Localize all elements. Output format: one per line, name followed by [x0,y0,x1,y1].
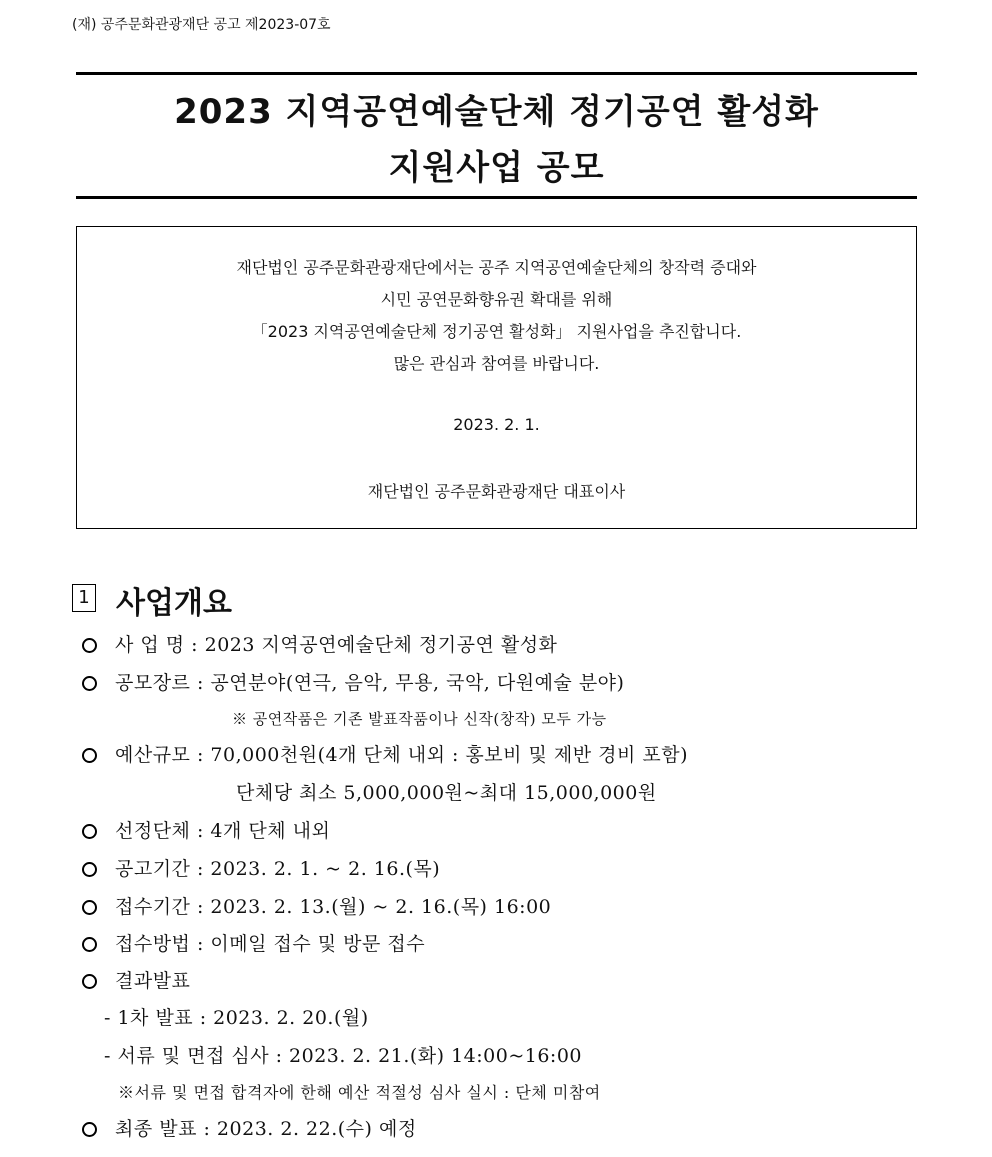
circle-bullet-icon [82,824,97,839]
intro-line: 많은 관심과 참여를 바랍니다. [393,354,600,373]
circle-bullet-icon [82,974,97,989]
intro-box [76,226,917,529]
genre-note: ※ 공연작품은 기존 발표작품이나 신작(창작) 모두 가능 [232,710,607,728]
list-item: 선정단체 : 4개 단체 내외 [82,816,330,843]
page-title-line1: 2023 지역공연예술단체 정기공연 활성화 [174,92,819,132]
announcement-date: 2023. 2. 1. [453,415,540,434]
circle-bullet-icon [82,1122,97,1137]
section-title: 사업개요 [116,586,232,621]
interview-note: ※서류 및 면접 합격자에 한해 예산 적절성 심사 실시 : 단체 미참여 [118,1083,601,1102]
budget-detail: 단체당 최소 5,000,000원~최대 15,000,000원 [236,782,657,804]
intro-line: 「2023 지역공연예술단체 정기공연 활성화」 지원사업을 추진합니다. [251,322,742,341]
first-announcement: - 1차 발표 : 2023. 2. 20.(월) [104,1007,369,1029]
list-item: 결과발표 [82,966,190,993]
circle-bullet-icon [82,748,97,763]
intro-line: 시민 공연문화향유권 확대를 위해 [380,290,613,309]
list-item: 최종 발표 : 2023. 2. 22.(수) 예정 [82,1114,417,1141]
circle-bullet-icon [82,862,97,877]
signature: 재단법인 공주문화관광재단 대표이사 [367,482,626,501]
title-top-rule [76,72,917,75]
list-item: 공고기간 : 2023. 2. 1. ~ 2. 16.(목) [82,854,440,881]
circle-bullet-icon [82,900,97,915]
circle-bullet-icon [82,676,97,691]
list-item: 예산규모 : 70,000천원(4개 단체 내외 : 홍보비 및 제반 경비 포함) [82,740,688,767]
circle-bullet-icon [82,937,97,952]
intro-line: 재단법인 공주문화관광재단에서는 공주 지역공연예술단체의 창작력 증대와 [236,258,757,277]
title-bottom-rule [76,196,917,199]
interview: - 서류 및 면접 심사 : 2023. 2. 21.(화) 14:00~16:00 [104,1045,583,1067]
list-item: 접수기간 : 2023. 2. 13.(월) ~ 2. 16.(목) 16:00 [82,892,551,919]
section-number-box: 1 [72,584,96,612]
list-item: 공모장르 : 공연분야(연극, 음악, 무용, 국악, 다원예술 분야) [82,668,624,695]
list-item: 사 업 명 : 2023 지역공연예술단체 정기공연 활성화 [82,630,557,657]
notice-number: (재) 공주문화관광재단 공고 제2023-07호 [72,17,331,33]
circle-bullet-icon [82,638,97,653]
list-item: 접수방법 : 이메일 접수 및 방문 접수 [82,929,425,956]
page-title-line2: 지원사업 공모 [388,148,605,188]
